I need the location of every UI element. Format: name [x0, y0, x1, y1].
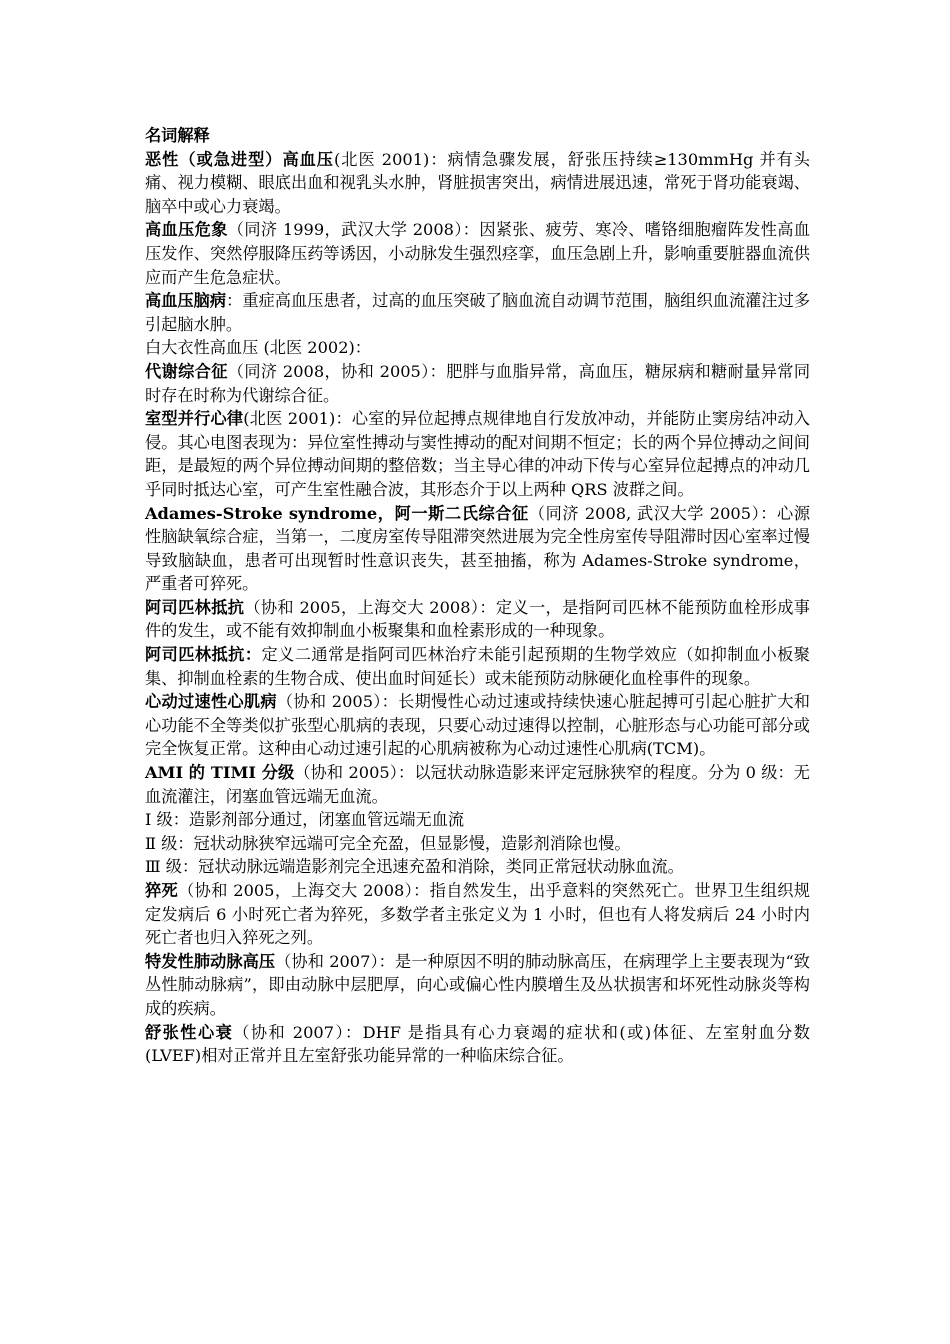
- entry-text: 定义一，是指阿司匹林不能预防血栓形成事件的发生，或不能有效抑制血小板聚集和血栓素形成的一种现象。: [145, 597, 810, 641]
- entry-ventricular-parasystole: [145, 407, 810, 501]
- entry-term: 特发性肺动脉高压: [145, 951, 276, 971]
- entry-text: DHF 是指具有心力衰竭的症状和(或)体征、左室射血分数(LVEF)相对正常并且左室舒张功能异常的一种临床综合征。: [145, 1022, 810, 1066]
- entry-idiopathic-pulmonary-hypertension: [145, 950, 810, 1021]
- document-page: [145, 124, 810, 1068]
- entry-term: 恶性（或急进型）高血压: [145, 149, 334, 169]
- entry-term: AMI 的 TIMI 分级: [145, 763, 295, 783]
- entry-aspirin-resistance-1: [145, 596, 810, 643]
- page-title: 名词解释: [145, 126, 210, 145]
- entry-text: 心室的异位起搏点规律地自行发放冲动，并能防止窦房结冲动入侵。其心电图表现为：异位室性搏动与窦性搏动的配对间期不恒定；长的两个异位搏动之间间距，是最短的两个异位搏动间期的整倍数；当主导心律的冲动下传与心室异位起搏点的冲动几乎同时抵达心室，可产生室性融合波，其形态介于以上两种 QRS 波群之间。: [145, 409, 810, 499]
- entry-malignant-hypertension: [145, 148, 810, 219]
- entry-term: 阿司匹林抵抗：: [145, 645, 262, 665]
- entry-source: （协和 2005）：: [294, 763, 415, 783]
- entry-source: （同济 1999，武汉大学 2008）：: [227, 220, 480, 240]
- entry-metabolic-syndrome: [145, 360, 810, 407]
- entry-text: 肥胖与血脂异常，高血压，糖尿病和糖耐量异常同时存在时称为代谢综合征。: [145, 361, 811, 405]
- entry-tachycardia-cardiomyopathy: [145, 690, 810, 761]
- entry-source: （同济 2008, 武汉大学 2005）：: [528, 503, 778, 523]
- entry-source: （协和 2007）：: [233, 1022, 363, 1042]
- entry-text: 指自然发生，出乎意料的突然死亡。世界卫生组织规定发病后 6 小时死亡者为猝死，多数学者主张定义为 1 小时，但也有人将发病后 24 小时内死亡者也归入猝死之列。: [145, 881, 810, 948]
- entry-term: 心动过速性心肌病: [145, 692, 277, 712]
- entry-text: 心源性脑缺氧综合症，当第一，二度房室传导阻滞突然进展为完全性房室传导阻滞时因心室率过慢导致脑缺血，患者可出现暂时性意识丧失，甚至抽搐，称为 Adames-Stroke syndrome，严重者可猝死。: [145, 503, 811, 594]
- entry-source: （同济 2008，协和 2005）：: [227, 361, 447, 381]
- entry-timi-grading: [145, 761, 810, 808]
- entry-source: (北医 2001)：: [334, 149, 448, 169]
- entry-source: （协和 2007）：: [275, 951, 395, 971]
- entry-text: 是一种原因不明的肺动脉高压，在病理学上主要表现为“致丛性肺动脉病”，即由动脉中层肥厚，向心或偏心性内膜增生及丛状损害和坏死性动脉炎等构成的疾病。: [145, 951, 810, 1018]
- entry-term: 猝死: [145, 881, 179, 900]
- entry-text: 以冠状动脉造影来评定冠脉狭窄的程度。分为 0 级：无血流灌注，闭塞血管远端无血流。: [145, 763, 810, 806]
- entry-diastolic-heart-failure: [145, 1021, 810, 1068]
- entry-hypertensive-encephalopathy: [145, 289, 810, 336]
- timi-grade-3: Ⅲ 级：冠状动脉远端造影剂完全迅速充盈和消除，类同正常冠状动脉血流。: [145, 857, 684, 877]
- entry-term: 高血压脑病: [145, 291, 227, 311]
- entry-term: 阿司匹林抵抗: [145, 597, 245, 617]
- entry-text: 定义二通常是指阿司匹林治疗未能引起预期的生物学效应（如抑制血小板聚集、抑制血栓素的生物合成、使出血时间延长）或未能预防动脉硬化血栓事件的现象。: [145, 645, 810, 688]
- entry-source: ：: [226, 291, 243, 311]
- entry-term: 舒张性心衰: [145, 1022, 234, 1042]
- entry-aspirin-resistance-2: [145, 643, 810, 690]
- entry-source: （协和 2005）：: [276, 692, 399, 712]
- entry-source: （协和 2005，上海交大 2008）：: [244, 597, 496, 617]
- entry-text: 长期慢性心动过速或持续快速心脏起搏可引起心脏扩大和心功能不全等类似扩张型心肌病的表现，只要心动过速得以控制，心脏形态与心功能可部分或完全恢复正常。这种由心动过速引起的心肌病被称为心动过速性心肌病(TCM)。: [145, 692, 810, 759]
- entry-source: （协和 2005，上海交大 2008）：: [178, 881, 430, 900]
- entry-sudden-death: [145, 879, 810, 950]
- entry-adams-stokes-syndrome: [145, 502, 810, 596]
- entry-white-coat-hypertension: [145, 336, 810, 360]
- entry-text: 白大衣性高血压 (北医 2002)：: [145, 338, 371, 358]
- entry-text: 重症高血压患者，过高的血压突破了脑血流自动调节范围，脑组织血流灌注过多引起脑水肿。: [145, 291, 811, 334]
- entry-term: Adames-Stroke syndrome，阿一斯二氏综合征: [145, 503, 529, 523]
- entry-term: 室型并行心律: [145, 409, 244, 429]
- entry-hypertensive-crisis: [145, 218, 810, 289]
- timi-grade-1: Ⅰ 级：造影剂部分通过，闭塞血管远端无血流: [145, 810, 465, 830]
- entry-text: 病情急骤发展，舒张压持续≥130mmHg 并有头痛、视力模糊、眼底出血和视乳头水肿，肾脏损害突出，病情进展迅速，常死于肾功能衰竭、脑卒中或心力衰竭。: [145, 149, 810, 216]
- timi-grade-2: Ⅱ 级：冠状动脉狭窄远端可完全充盈，但显影慢，造影剂消除也慢。: [145, 833, 631, 853]
- entry-term: 高血压危象: [145, 220, 228, 240]
- entry-term: 代谢综合征: [145, 361, 228, 381]
- entry-source: (北医 2001)：: [243, 409, 352, 429]
- entry-text: 因紧张、疲劳、寒冷、嗜铬细胞瘤阵发性高血压发作、突然停服降压药等诱因，小动脉发生强烈痉挛，血压急剧上升，影响重要脏器血流供应而产生危急症状。: [145, 220, 810, 287]
